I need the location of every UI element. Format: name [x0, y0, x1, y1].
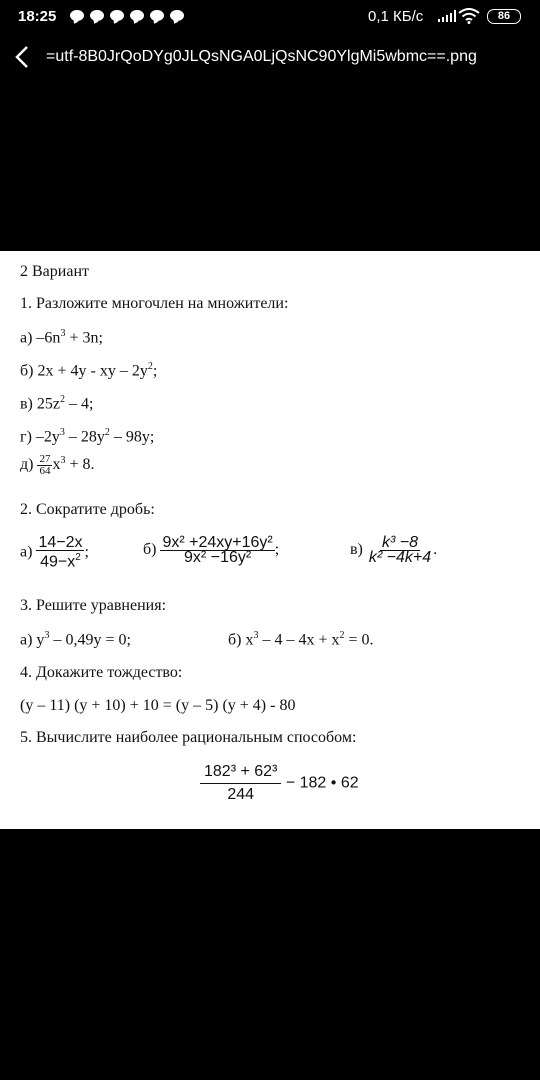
wifi-icon — [458, 8, 480, 24]
battery-icon: 86 — [487, 9, 521, 24]
task3-item-b: б) $x^3 - 4 - 4x + x^2 = 0$. — [228, 630, 374, 649]
notification-icons — [70, 10, 184, 21]
task1-title: 1. Разложите многочлен на множители: — [20, 295, 289, 312]
back-arrow-icon[interactable] — [10, 44, 36, 70]
image-title: =utf-8B0JrQoDYg0JLQsNGA0LjQsNC90YlgMi5wbmc==.png — [46, 48, 477, 65]
task2-item-v: в) $\frac{\text{k³ −8}}{\text{k² −4k+4}}$ . — [350, 534, 438, 566]
chat-bubble-icon — [130, 10, 144, 21]
task5-expression: $\frac{\text{182³ + 62³}}{244}$ − 182 • 62 — [200, 761, 359, 806]
task4-identity: (y – 11) (y + 10) + 10 = (y – 5) (y + 4) - 80 — [20, 697, 296, 714]
task5-title: 5. Вычислите наиболее рациональным способом: — [20, 729, 357, 746]
app-bar — [0, 38, 540, 78]
chat-bubble-icon — [170, 10, 184, 21]
signal-icon — [438, 10, 456, 22]
task1-item-a: а) $-6n^3 + 3n$; — [20, 328, 103, 347]
task4-title: 4. Докажите тождество: — [20, 664, 183, 681]
chat-bubble-icon — [150, 10, 164, 21]
chat-bubble-icon — [90, 10, 104, 21]
network-speed: 0,1 КБ/с — [368, 8, 424, 25]
variant-title: 2 Вариант — [20, 263, 89, 280]
task2-item-b: б) $\frac{\text{9x² +24xy+16y²}}{\text{9x² −16y²}}$ ; — [143, 534, 280, 566]
task2-title: 2. Сократите дробь: — [20, 501, 155, 518]
chat-bubble-icon — [110, 10, 124, 21]
document-image — [0, 251, 540, 829]
task1-item-d: д) $\frac{27}{64}$ $x^3 + 8$. — [20, 453, 95, 477]
status-time: 18:25 — [18, 8, 57, 25]
task3-item-a: а) $y^3 - 0,49y = 0$; — [20, 630, 131, 649]
task2-item-a: а) $\frac{14-2x}{49-x^2}$ ; — [20, 534, 89, 571]
task3-title: 3. Решите уравнения: — [20, 597, 167, 614]
task1-item-g: г) $-2y^3 - 28y^2 - 98y$; — [20, 427, 155, 446]
task1-item-v: в) $25z^2 - 4$; — [20, 394, 94, 413]
task1-item-b: б) 2x + 4y - xy – $2y^2$; — [20, 361, 158, 380]
chat-bubble-icon — [70, 10, 84, 21]
status-bar — [0, 0, 540, 34]
